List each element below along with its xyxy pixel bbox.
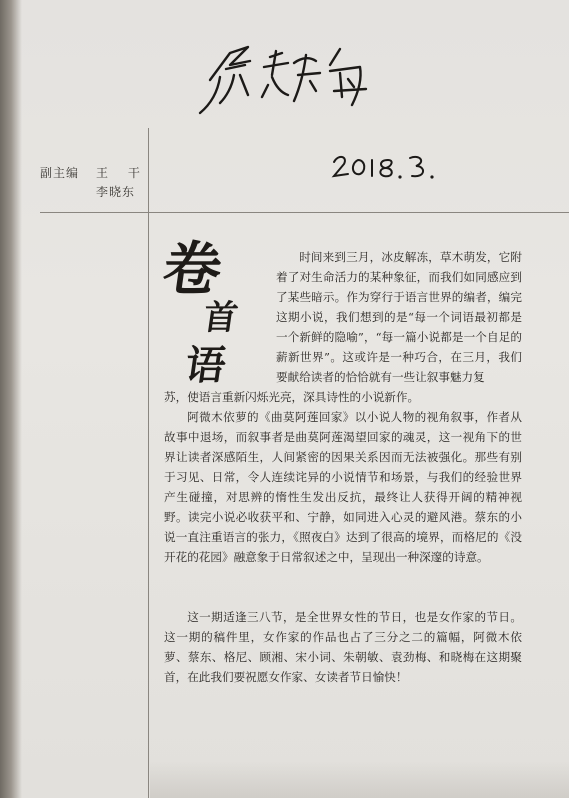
page-gutter-shadow	[0, 0, 22, 798]
deputy-editor-name-1: 王 干	[96, 166, 148, 180]
column-divider-vertical	[148, 128, 149, 798]
header-divider-horizontal	[40, 212, 569, 213]
signature-date	[328, 150, 456, 184]
editorial-paragraph-2: 阿微木依萝的《曲莫阿莲回家》以小说人物的视角叙事，作者从故事中退场，而叙事者是曲莫阿莲渴望回家的魂灵，这一视角下的世界让读者深感陌生，人间紧密的因果关系因而无法被强化。那些有别于习见、日常，令人连续诧异的小说情节和场景，与我们的经验世界产生碰撞，对思辨的惰性生发出反抗，最终让人获得开阔的精神视野。读完小说必收获平和、宁静，如同进入心灵的避风港。蔡东的小说一直注重语言的张力，《照夜白》达到了很高的境界，而格尼的《没开花的花园》融意象于日常叙述之中，呈现出一种深邃的诗意。	[164, 410, 522, 564]
editorial-paragraph-3: 这一期适逢三八节，是全世界女性的节日，也是女作家的节日。这一期的稿件里，女作家的作品也占了三分之二的篇幅，阿微木依萝、蔡东、格尼、顾湘、宋小词、朱朝敏、袁劲梅、和晓梅在这期聚首，在此我们要祝愿女作家、女读者节日愉快！	[164, 610, 522, 684]
editorial-paragraph-1-continued: 苏，使语言重新闪烁光亮，深具诗性的小说新作。	[164, 390, 420, 404]
title-char-1: 卷	[158, 235, 227, 303]
title-char-2: 首	[200, 298, 241, 338]
handwritten-signature	[190, 35, 410, 120]
deputy-editor-label: 副主编	[40, 166, 80, 180]
title-char-3: 语	[182, 342, 229, 389]
deputy-editor-name-2: 李晓东	[96, 185, 136, 199]
editorial-paragraph-1: 时间来到三月，冰皮解冻，草木萌发，它附着了对生命活力的某种象征，而我们如同感应到了某些暗示。作为穿行于语言世界的编者，编完这期小说，我们想到的是“每一个词语最初都是一个新鲜的隐喻”，“每一篇小说都是一个自足的薪新世界”。这或许是一种巧合，在三月，我们要献给读者的恰恰就有一些让叙事魅力复	[276, 250, 522, 384]
column-title-calligraphy	[158, 222, 272, 392]
page-bottom-shade	[150, 760, 569, 798]
